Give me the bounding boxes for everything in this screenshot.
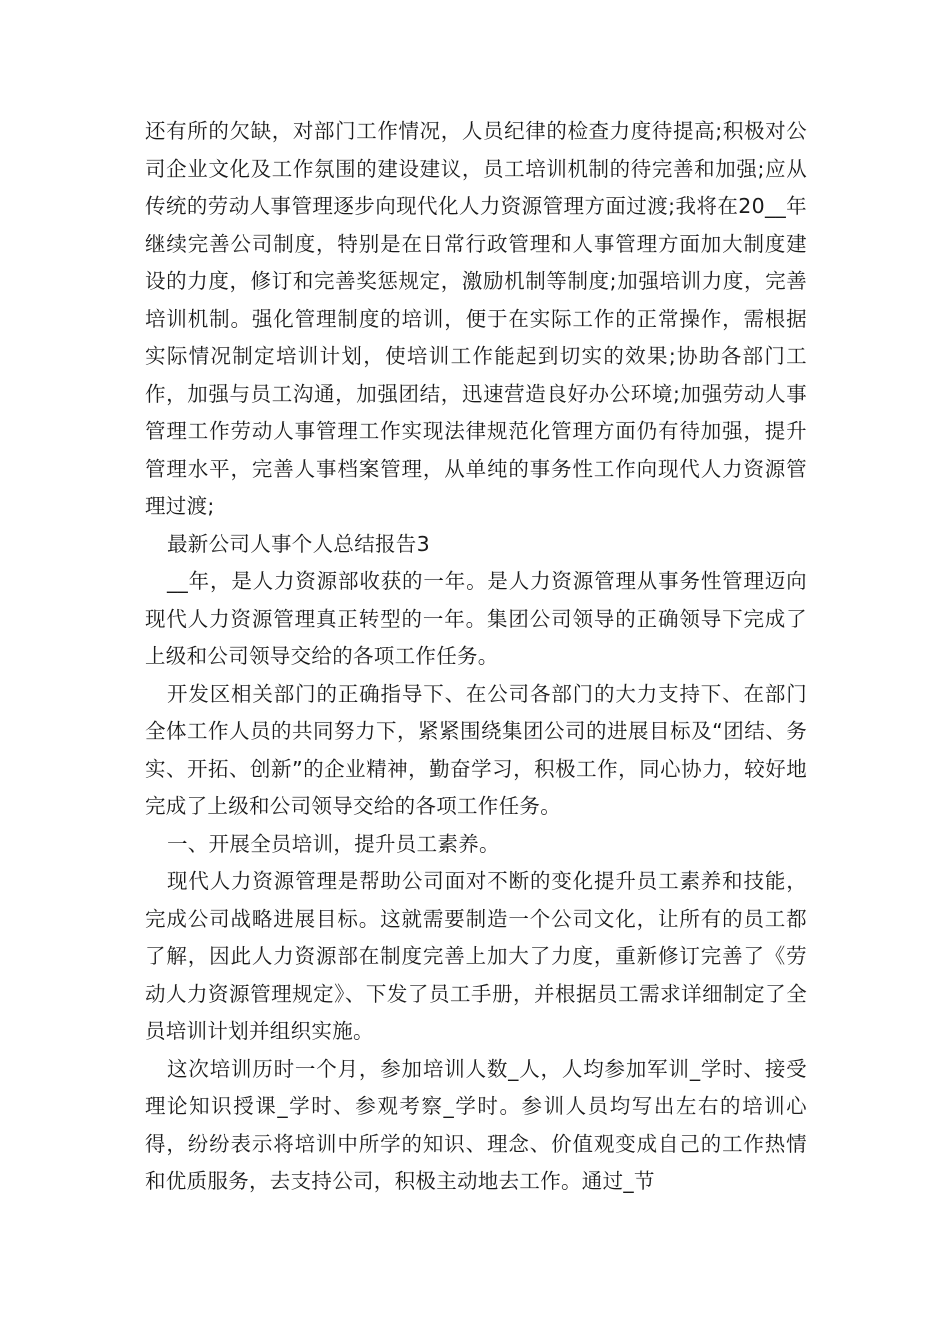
paragraph-guidance: 开发区相关部门的正确指导下、在公司各部门的大力支持下、在部门全体工作人员的共同努力下，紧紧围绕集团公司的进展目标及“团结、务实、开拓、创新”的企业精神，勤奋学习，积极工作，同心协力，较好地完成了上级和公司领导交给的各项工作任务。 <box>145 681 807 818</box>
paragraph-hr-management: 现代人力资源管理是帮助公司面对不断的变化提升员工素养和技能，完成公司战略进展目标。这就需要制造一个公司文化，让所有的员工都了解，因此人力资源部在制度完善上加大了力度，重新修订完善了《劳动人力资源管理规定》、下发了员工手册，并根据员工需求详细制定了全员培训计划并组织实施。 <box>145 869 807 1043</box>
paragraph-continuation: 还有所的欠缺，对部门工作情况，人员纪律的检查力度待提高;积极对公司企业文化及工作氛围的建设建议，员工培训机制的待完善和加强;应从传统的劳动人事管理逐步向现代化人力资源管理方面过渡;我将在20__年继续完善公司制度，特别是在日常行政管理和人事管理方面加大制度建设的力度，修订和完善奖惩规定，激励机制等制度;加强培训力度，完善培训机制。强化管理制度的培训，便于在实际工作的正常操作，需根据实际情况制定培训计划，使培训工作能起到切实的效果;协助各部门工作，加强与员工沟通，加强团结，迅速营造良好办公环境;加强劳动人事管理工作劳动人事管理工作实现法律规范化管理方面仍有待加强，提升管理水平，完善人事档案管理，从单纯的事务性工作向现代人力资源管理过渡; <box>145 119 807 518</box>
section-title-report-3: 最新公司人事个人总结报告3 <box>167 531 430 556</box>
heading-training: 一、开展全员培训，提升员工素养。 <box>167 831 500 856</box>
paragraph-training-details: 这次培训历时一个月，参加培训人数_人，人均参加军训_学时、接受理论知识授课_学时、参观考察_学时。参训人员均写出左右的培训心得，纷纷表示将培训中所学的知识、理念、价值观变成自己的工作热情和优质服务，去支持公司，积极主动地去工作。通过_节 <box>145 1056 807 1193</box>
paragraph-year-summary: __年，是人力资源部收获的一年。是人力资源管理从事务性管理迈向现代人力资源管理真正转型的一年。集团公司领导的正确领导下完成了上级和公司领导交给的各项工作任务。 <box>145 569 807 668</box>
document-page <box>145 113 807 1201</box>
